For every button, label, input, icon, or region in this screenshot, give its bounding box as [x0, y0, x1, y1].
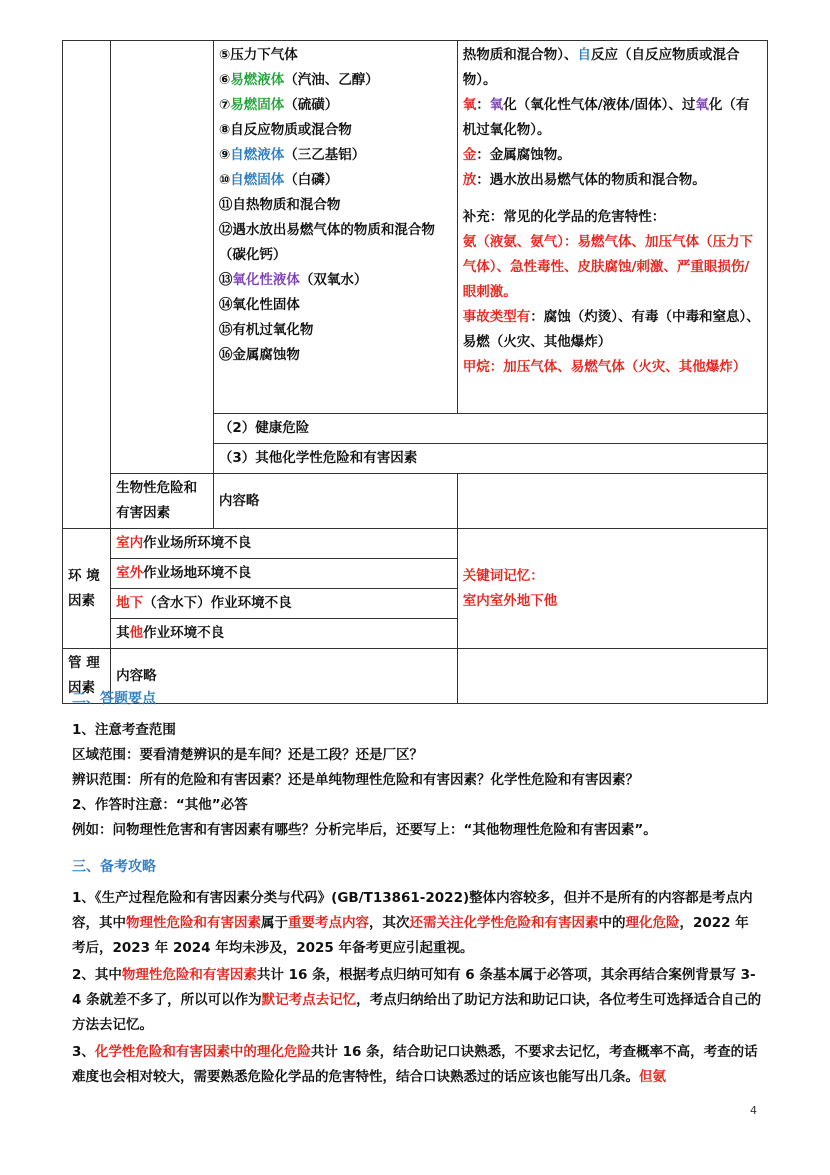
table-row	[63, 529, 768, 559]
table-cell-subcategory	[111, 41, 214, 474]
supplement-title: 补充：常见的化学品的危害特性：	[462, 209, 666, 225]
table-row	[63, 474, 768, 529]
empty-cell	[457, 649, 767, 704]
env-item: 室外作业场地环境不良	[111, 559, 458, 589]
methane-hazards: 甲烷：加压气体、易燃气体（火灾、其他爆炸）	[462, 359, 747, 375]
bio-content: 内容略	[213, 474, 457, 529]
accident-type-label: 事故类型有	[462, 309, 531, 325]
memo-line: 热物质和混合物）、自反应（自反应物质或混合物）。	[462, 47, 740, 88]
empty-cell	[457, 474, 767, 529]
physchem-items	[219, 43, 452, 368]
list-item: ⑤压力下气体	[218, 47, 298, 63]
mgmt-content: 内容略	[111, 649, 458, 704]
memo-line: 氧：氧化（氧化性气体/液体/固体）、过氧化（有机过氧化物）。	[462, 97, 750, 138]
paragraph: 2、其中物理性危险和有害因素共计 16 条，根据考点归纳可知有 6 条基本属于必答项，其余再结合案例背景写 3-4 条就差不多了，所以可以作为默记考点去记忆，考点归纳给出了助记方法和助记口诀，各位考生可选择适合自己的方法去记忆。	[72, 967, 762, 1033]
paragraph: 1、《生产过程危险和有害因素分类与代码》(GB/T13861-2022)整体内容较多，但并不是所有的内容都是考点内容，其中物理性危险和有害因素属于重要考点内容，其次还需关注化学性危险和有害因素中的理化危险，2022 年考后，2023 年 2024 年均未涉及，2025 年备考更应引起重视。	[72, 890, 753, 956]
paragraph: 例如：问物理性危害和有害因素有哪些？分析完毕后，还要写上：“其他物理性危险和有害因素”。	[72, 822, 657, 838]
env-item: 其他作业环境不良	[111, 619, 458, 649]
page-number: 4	[750, 1104, 757, 1117]
list-item: ⑦易燃固体（硫磺）	[218, 97, 339, 113]
list-item: ⑪自热物质和混合物	[218, 197, 341, 213]
table-row	[63, 649, 768, 704]
paragraph: 区域范围：要看清楚辨识的是车间？还是工段？还是厂区？	[72, 747, 423, 763]
env-item: 室内作业场所环境不良	[111, 529, 458, 559]
other-chem-hazard: （3）其他化学性危险和有害因素	[213, 444, 767, 474]
list-item: ⑫遇水放出易燃气体的物质和混合物（碳化钙）	[218, 222, 435, 263]
list-item: ⑭氧化性固体	[218, 297, 300, 313]
memo-line: 放：遇水放出易燃气体的物质和混合物。	[462, 172, 706, 188]
hazard-table	[62, 40, 768, 704]
memo-cell	[457, 41, 767, 414]
env-label: 环 境因素	[63, 529, 111, 649]
paragraph: 3、化学性危险和有害因素中的理化危险共计 16 条，结合助记口诀熟悉，不要求去记忆，考查概率不高，考查的话难度也会相对较大，需要熟悉危险化学品的危害特性，结合口诀熟悉过的话应该也能写出几条。但氨	[72, 1044, 758, 1085]
list-item: ⑨自燃液体（三乙基铝）	[218, 147, 366, 163]
health-hazard: （2）健康危险	[213, 414, 767, 444]
list-item: ⑩自燃固体（白磷）	[218, 172, 339, 188]
accident-types: ：腐蚀（灼烫）、有毒（中毒和窒息）、易燃（火灾、其他爆炸）	[462, 309, 760, 350]
section-title: 三、备考攻略	[72, 859, 156, 875]
mgmt-label: 管 理因素	[63, 649, 111, 704]
paragraph: 1、注意考查范围	[72, 722, 176, 738]
table-row	[63, 41, 768, 414]
env-item: 地下（含水下）作业环境不良	[111, 589, 458, 619]
table-cell-category	[63, 41, 111, 529]
section-title: 二、答题要点	[72, 691, 156, 707]
paragraph: 2、作答时注意：“其他”必答	[72, 797, 248, 813]
ammonia-hazards: 氨（液氨、氨气）：易燃气体、加压气体（压力下气体）、急性毒性、皮肤腐蚀/刺激、严重眼损伤/眼刺激。	[462, 234, 753, 300]
bio-label: 生物性危险和有害因素	[111, 474, 214, 529]
physchem-list	[213, 41, 457, 414]
list-item: ⑬氧化性液体（双氧水）	[218, 272, 368, 288]
env-memo: 关键词记忆： 室内室外地下他	[457, 529, 767, 649]
paragraph: 辨识范围：所有的危险和有害因素？还是单纯物理性危险和有害因素？化学性危险和有害因素？	[72, 772, 639, 788]
list-item: ⑥易燃液体（汽油、乙醇）	[218, 72, 379, 88]
list-item: ⑧自反应物质或混合物	[218, 122, 352, 138]
memo-line: 金：金属腐蚀物。	[462, 147, 571, 163]
list-item: ⑯金属腐蚀物	[218, 347, 300, 363]
list-item: ⑮有机过氧化物	[218, 322, 314, 338]
